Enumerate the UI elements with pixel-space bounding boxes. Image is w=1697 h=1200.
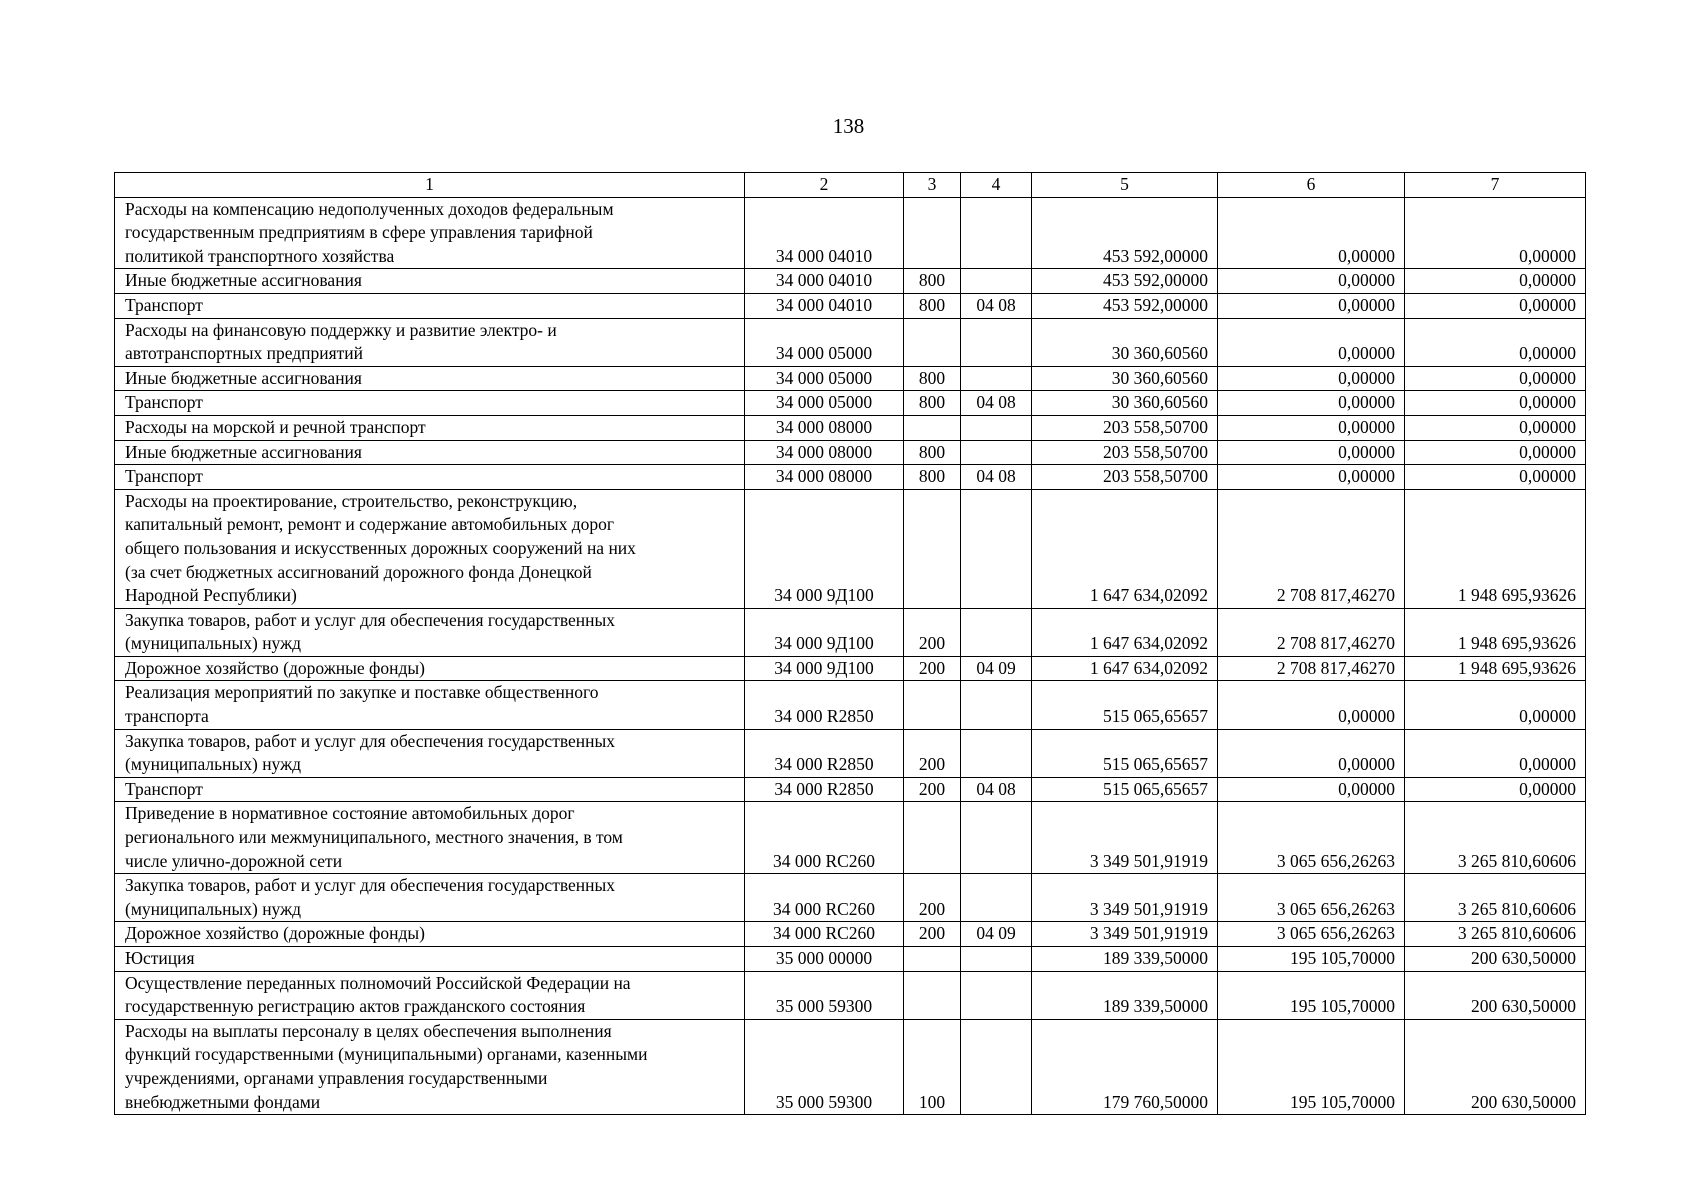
section-cell <box>961 1019 1032 1114</box>
expense-name-line: общего пользования и искусственных дорожных сооружений на них <box>125 537 636 558</box>
amount-col6-cell: 0,00000 <box>1218 440 1405 465</box>
table-row <box>115 415 1586 440</box>
amount-col6-cell: 195 105,70000 <box>1218 947 1405 972</box>
section-cell: 04 08 <box>961 465 1032 490</box>
section-cell <box>961 874 1032 922</box>
amount-col7-cell: 0,00000 <box>1405 391 1586 416</box>
target-code-cell: 35 000 59300 <box>745 971 904 1019</box>
expense-name-cell <box>115 415 745 440</box>
expense-name-line: функций государственными (муниципальными) органами, казенными <box>125 1044 648 1065</box>
expense-type-cell <box>904 681 961 729</box>
amount-col5-cell: 203 558,50700 <box>1032 465 1218 490</box>
expense-name-line: Расходы на морской и речной транспорт <box>125 416 426 437</box>
expense-name-cell <box>115 489 745 608</box>
expense-name-line: Транспорт <box>125 294 203 315</box>
section-cell <box>961 947 1032 972</box>
table-row <box>115 729 1586 777</box>
section-cell <box>961 366 1032 391</box>
table-row <box>115 293 1586 318</box>
expense-name-cell <box>115 608 745 656</box>
section-cell: 04 08 <box>961 293 1032 318</box>
expense-name-line: Иные бюджетные ассигнования <box>125 441 362 462</box>
amount-col7-cell: 200 630,50000 <box>1405 947 1586 972</box>
column-header-5: 5 <box>1032 173 1218 198</box>
table-row <box>115 391 1586 416</box>
target-code-cell: 34 000 9Д100 <box>745 608 904 656</box>
column-header-3: 3 <box>904 173 961 198</box>
target-code-cell: 35 000 00000 <box>745 947 904 972</box>
expense-type-cell: 800 <box>904 366 961 391</box>
amount-col7-cell: 3 265 810,60606 <box>1405 922 1586 947</box>
section-cell: 04 08 <box>961 391 1032 416</box>
expense-name-line: Закупка товаров, работ и услуг для обеспечения государственных <box>125 875 616 896</box>
expense-name-line: (муниципальных) нужд <box>125 898 302 919</box>
expense-name-cell <box>115 681 745 729</box>
amount-col6-cell: 0,00000 <box>1218 681 1405 729</box>
amount-col6-cell: 2 708 817,46270 <box>1218 489 1405 608</box>
budget-table <box>114 172 1586 1115</box>
table-row <box>115 922 1586 947</box>
expense-name-line: капитальный ремонт, ремонт и содержание автомобильных дорог <box>125 514 615 535</box>
amount-col6-cell: 0,00000 <box>1218 777 1405 802</box>
section-cell <box>961 729 1032 777</box>
expense-type-cell <box>904 489 961 608</box>
amount-col5-cell: 1 647 634,02092 <box>1032 489 1218 608</box>
expense-type-cell <box>904 415 961 440</box>
section-cell <box>961 489 1032 608</box>
table-header-row <box>115 173 1586 198</box>
amount-col6-cell: 0,00000 <box>1218 465 1405 490</box>
section-cell <box>961 802 1032 874</box>
amount-col6-cell: 3 065 656,26263 <box>1218 922 1405 947</box>
amount-col6-cell: 0,00000 <box>1218 391 1405 416</box>
expense-name-cell <box>115 293 745 318</box>
amount-col7-cell: 0,00000 <box>1405 729 1586 777</box>
amount-col5-cell: 30 360,60560 <box>1032 318 1218 366</box>
target-code-cell: 34 000 RС260 <box>745 802 904 874</box>
amount-col5-cell: 203 558,50700 <box>1032 415 1218 440</box>
expense-name-line: Расходы на финансовую поддержку и развитие электро- и <box>125 319 557 340</box>
expense-type-cell <box>904 318 961 366</box>
target-code-cell: 34 000 RС260 <box>745 874 904 922</box>
amount-col7-cell: 0,00000 <box>1405 269 1586 294</box>
amount-col5-cell: 3 349 501,91919 <box>1032 922 1218 947</box>
target-code-cell: 34 000 05000 <box>745 391 904 416</box>
amount-col7-cell: 0,00000 <box>1405 777 1586 802</box>
expense-name-cell <box>115 656 745 681</box>
expense-name-line: политикой транспортного хозяйства <box>125 245 395 266</box>
target-code-cell: 34 000 04010 <box>745 269 904 294</box>
table-row <box>115 777 1586 802</box>
target-code-cell: 34 000 08000 <box>745 440 904 465</box>
table-row <box>115 440 1586 465</box>
expense-name-line: Расходы на компенсацию недополученных доходов федеральным <box>125 198 614 219</box>
expense-type-cell: 800 <box>904 269 961 294</box>
table-row <box>115 874 1586 922</box>
expense-name-line: Расходы на выплаты персоналу в целях обеспечения выполнения <box>125 1020 612 1041</box>
expense-name-cell <box>115 947 745 972</box>
amount-col5-cell: 179 760,50000 <box>1032 1019 1218 1114</box>
expense-name-cell <box>115 777 745 802</box>
expense-type-cell: 100 <box>904 1019 961 1114</box>
table-row <box>115 656 1586 681</box>
expense-type-cell <box>904 971 961 1019</box>
target-code-cell: 34 000 08000 <box>745 465 904 490</box>
expense-type-cell: 800 <box>904 391 961 416</box>
amount-col7-cell: 1 948 695,93626 <box>1405 608 1586 656</box>
column-header-2: 2 <box>745 173 904 198</box>
expense-type-cell: 800 <box>904 440 961 465</box>
amount-col5-cell: 453 592,00000 <box>1032 269 1218 294</box>
expense-name-line: Расходы на проектирование, строительство, реконструкцию, <box>125 490 578 511</box>
expense-name-cell <box>115 269 745 294</box>
table-row <box>115 971 1586 1019</box>
section-cell <box>961 318 1032 366</box>
target-code-cell: 34 000 04010 <box>745 293 904 318</box>
expense-name-line: Дорожное хозяйство (дорожные фонды) <box>125 657 426 678</box>
expense-name-cell <box>115 465 745 490</box>
expense-type-cell: 800 <box>904 293 961 318</box>
amount-col7-cell: 200 630,50000 <box>1405 971 1586 1019</box>
section-cell: 04 09 <box>961 922 1032 947</box>
target-code-cell: 34 000 08000 <box>745 415 904 440</box>
table-row <box>115 947 1586 972</box>
target-code-cell: 34 000 R2850 <box>745 729 904 777</box>
expense-name-line: Закупка товаров, работ и услуг для обеспечения государственных <box>125 609 616 630</box>
expense-name-line: (муниципальных) нужд <box>125 633 302 654</box>
expense-name-cell <box>115 366 745 391</box>
column-header-4: 4 <box>961 173 1032 198</box>
expense-name-line: Приведение в нормативное состояние автомобильных дорог <box>125 803 575 824</box>
amount-col6-cell: 195 105,70000 <box>1218 1019 1405 1114</box>
amount-col6-cell: 2 708 817,46270 <box>1218 608 1405 656</box>
expense-type-cell: 200 <box>904 777 961 802</box>
expense-name-line: государственную регистрацию актов гражданского состояния <box>125 996 586 1017</box>
amount-col6-cell: 0,00000 <box>1218 197 1405 269</box>
section-cell <box>961 681 1032 729</box>
amount-col5-cell: 453 592,00000 <box>1032 293 1218 318</box>
amount-col7-cell: 0,00000 <box>1405 293 1586 318</box>
section-cell <box>961 415 1032 440</box>
expense-name-cell <box>115 922 745 947</box>
target-code-cell: 34 000 RС260 <box>745 922 904 947</box>
expense-name-cell <box>115 318 745 366</box>
amount-col5-cell: 30 360,60560 <box>1032 366 1218 391</box>
expense-name-line: Народной Республики) <box>125 585 297 606</box>
expense-name-line: регионального или межмуниципального, местного значения, в том <box>125 827 623 848</box>
section-cell <box>961 269 1032 294</box>
expense-name-cell <box>115 729 745 777</box>
amount-col7-cell: 0,00000 <box>1405 465 1586 490</box>
amount-col6-cell: 0,00000 <box>1218 415 1405 440</box>
amount-col5-cell: 1 647 634,02092 <box>1032 656 1218 681</box>
amount-col5-cell: 515 065,65657 <box>1032 681 1218 729</box>
table-row <box>115 489 1586 608</box>
amount-col6-cell: 195 105,70000 <box>1218 971 1405 1019</box>
table-row <box>115 269 1586 294</box>
target-code-cell: 34 000 R2850 <box>745 777 904 802</box>
expense-name-line: транспорта <box>125 706 209 727</box>
table-row <box>115 1019 1586 1114</box>
target-code-cell: 34 000 R2850 <box>745 681 904 729</box>
target-code-cell: 34 000 9Д100 <box>745 489 904 608</box>
amount-col5-cell: 203 558,50700 <box>1032 440 1218 465</box>
amount-col5-cell: 453 592,00000 <box>1032 197 1218 269</box>
amount-col5-cell: 1 647 634,02092 <box>1032 608 1218 656</box>
expense-type-cell: 200 <box>904 922 961 947</box>
expense-name-line: Транспорт <box>125 466 203 487</box>
section-cell <box>961 440 1032 465</box>
expense-name-cell <box>115 874 745 922</box>
amount-col7-cell: 3 265 810,60606 <box>1405 802 1586 874</box>
expense-name-line: автотранспортных предприятий <box>125 343 364 364</box>
expense-name-cell <box>115 802 745 874</box>
amount-col5-cell: 30 360,60560 <box>1032 391 1218 416</box>
expense-type-cell: 200 <box>904 656 961 681</box>
expense-name-cell <box>115 197 745 269</box>
expense-type-cell: 200 <box>904 608 961 656</box>
amount-col6-cell: 0,00000 <box>1218 293 1405 318</box>
amount-col5-cell: 189 339,50000 <box>1032 971 1218 1019</box>
expense-type-cell <box>904 802 961 874</box>
amount-col7-cell: 3 265 810,60606 <box>1405 874 1586 922</box>
expense-name-cell <box>115 971 745 1019</box>
amount-col6-cell: 0,00000 <box>1218 269 1405 294</box>
amount-col5-cell: 3 349 501,91919 <box>1032 802 1218 874</box>
amount-col5-cell: 189 339,50000 <box>1032 947 1218 972</box>
section-cell: 04 09 <box>961 656 1032 681</box>
expense-name-line: Реализация мероприятий по закупке и поставке общественного <box>125 682 599 703</box>
expense-name-line: Транспорт <box>125 778 203 799</box>
expense-name-line: Дорожное хозяйство (дорожные фонды) <box>125 923 426 944</box>
expense-name-cell <box>115 1019 745 1114</box>
amount-col7-cell: 0,00000 <box>1405 197 1586 269</box>
expense-name-line: числе улично-дорожной сети <box>125 850 343 871</box>
amount-col7-cell: 1 948 695,93626 <box>1405 656 1586 681</box>
expense-name-line: Иные бюджетные ассигнования <box>125 367 362 388</box>
expense-name-line: внебюджетными фондами <box>125 1091 321 1112</box>
amount-col6-cell: 0,00000 <box>1218 318 1405 366</box>
section-cell <box>961 608 1032 656</box>
target-code-cell: 35 000 59300 <box>745 1019 904 1114</box>
amount-col7-cell: 0,00000 <box>1405 440 1586 465</box>
amount-col5-cell: 515 065,65657 <box>1032 777 1218 802</box>
page-number: 138 <box>832 114 865 138</box>
target-code-cell: 34 000 04010 <box>745 197 904 269</box>
target-code-cell: 34 000 05000 <box>745 318 904 366</box>
table-row <box>115 802 1586 874</box>
amount-col7-cell: 0,00000 <box>1405 318 1586 366</box>
section-cell <box>961 197 1032 269</box>
expense-name-line: Юстиция <box>125 948 195 968</box>
expense-name-line: Осуществление переданных полномочий Российской Федерации на <box>125 972 631 993</box>
expense-type-cell: 800 <box>904 465 961 490</box>
amount-col7-cell: 0,00000 <box>1405 366 1586 391</box>
expense-type-cell <box>904 197 961 269</box>
expense-name-line: Транспорт <box>125 392 203 413</box>
expense-name-line: учреждениями, органами управления государственными <box>125 1067 548 1088</box>
table-row <box>115 318 1586 366</box>
expense-name-cell <box>115 391 745 416</box>
amount-col7-cell: 0,00000 <box>1405 681 1586 729</box>
target-code-cell: 34 000 9Д100 <box>745 656 904 681</box>
expense-type-cell: 200 <box>904 874 961 922</box>
amount-col5-cell: 515 065,65657 <box>1032 729 1218 777</box>
amount-col6-cell: 0,00000 <box>1218 366 1405 391</box>
section-cell <box>961 971 1032 1019</box>
expense-name-line: (за счет бюджетных ассигнований дорожного фонда Донецкой <box>125 561 592 582</box>
expense-type-cell: 200 <box>904 729 961 777</box>
column-header-7: 7 <box>1405 173 1586 198</box>
table-row <box>115 366 1586 391</box>
amount-col6-cell: 0,00000 <box>1218 729 1405 777</box>
amount-col7-cell: 200 630,50000 <box>1405 1019 1586 1114</box>
expense-type-cell <box>904 947 961 972</box>
expense-name-line: Закупка товаров, работ и услуг для обеспечения государственных <box>125 730 616 751</box>
amount-col5-cell: 3 349 501,91919 <box>1032 874 1218 922</box>
section-cell: 04 08 <box>961 777 1032 802</box>
expense-name-line: (муниципальных) нужд <box>125 754 302 775</box>
amount-col6-cell: 3 065 656,26263 <box>1218 874 1405 922</box>
table-row <box>115 465 1586 490</box>
column-header-6: 6 <box>1218 173 1405 198</box>
target-code-cell: 34 000 05000 <box>745 366 904 391</box>
amount-col6-cell: 3 065 656,26263 <box>1218 802 1405 874</box>
amount-col6-cell: 2 708 817,46270 <box>1218 656 1405 681</box>
table-row <box>115 681 1586 729</box>
column-header-1: 1 <box>115 173 745 198</box>
expense-name-cell <box>115 440 745 465</box>
table-row <box>115 608 1586 656</box>
expense-name-line: государственным предприятиям в сфере управления тарифной <box>125 222 593 243</box>
amount-col7-cell: 1 948 695,93626 <box>1405 489 1586 608</box>
table-row <box>115 197 1586 269</box>
amount-col7-cell: 0,00000 <box>1405 415 1586 440</box>
expense-name-line: Иные бюджетные ассигнования <box>125 270 362 291</box>
